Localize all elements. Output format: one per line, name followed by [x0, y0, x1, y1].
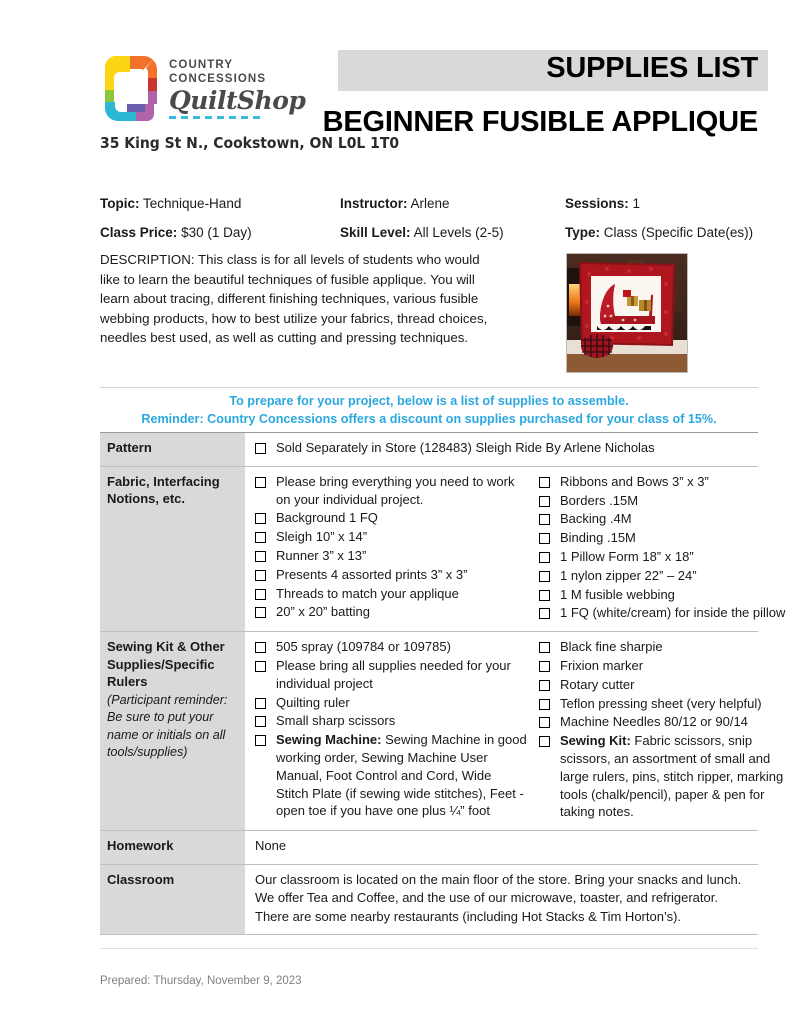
footer-prepared-date: Prepared: Thursday, November 9, 2023: [100, 975, 302, 987]
checklist-item-label: Ribbons and Bows 3” x 3”: [560, 473, 709, 489]
checklist-item[interactable]: [539, 529, 797, 547]
checklist-item-label: 1 nylon zipper 22” – 24”: [560, 567, 697, 583]
checklist-item-label: 1 Pillow Form 18” x 18”: [560, 548, 694, 564]
brand-line-1: COUNTRY: [169, 59, 234, 71]
checklist-item-label: [276, 712, 527, 730]
checkbox-icon[interactable]: [255, 570, 266, 581]
checkbox-icon[interactable]: [255, 716, 266, 727]
checklist-item-bold: Sewing Machine:: [276, 732, 382, 748]
checklist-item-bold: Sewing Kit:: [560, 733, 631, 749]
meta-sessions-label: Sessions:: [565, 196, 629, 211]
checklist-item[interactable]: [255, 603, 527, 621]
checklist-item-label: Backing .4M: [560, 511, 632, 527]
checkbox-icon[interactable]: [539, 642, 550, 653]
checkbox-icon[interactable]: [255, 735, 266, 746]
checklist-item[interactable]: [539, 492, 797, 510]
checklist-item-label: Runner 3” x 13”: [276, 547, 367, 563]
checklist-item-text: Sewing Machine in good working order, Sewing Machine User Manual, Foot Control and Cord, Wide Stitch Plate (if sewing wide stitches), Feet - open toe if you have one plus ¼” foot: [276, 732, 527, 819]
row-body-fabric: [245, 466, 786, 631]
checklist-item-label: Binding .15M: [560, 530, 636, 546]
document-header: [0, 0, 800, 190]
table-row-pattern: [100, 433, 758, 467]
checklist-item-label: Borders .15M: [560, 492, 639, 508]
checklist-item[interactable]: [255, 439, 754, 457]
checkbox-icon[interactable]: [255, 551, 266, 562]
checklist-item-label: Please bring everything you need to work on your individual project.: [276, 473, 515, 507]
checkbox-icon[interactable]: [255, 532, 266, 543]
meta-type: [565, 224, 760, 241]
row-body-sewing-kit: [245, 632, 784, 831]
meta-price: [100, 224, 340, 241]
brand-script-wordmark: QuiltShop: [169, 86, 306, 115]
checklist-item[interactable]: [255, 694, 527, 712]
meta-row-1: [100, 195, 760, 212]
checklist-item-text: Small sharp scissors: [276, 713, 396, 729]
checklist-item-label: [276, 694, 527, 712]
table-row-sewing-kit: [100, 632, 758, 831]
checklist-item-label: Sleigh 10” x 14”: [276, 529, 368, 545]
checklist-item-label: [560, 657, 797, 675]
checklist-item-text: Please bring all supplies needed for your individual project: [276, 657, 511, 691]
checklist-item[interactable]: [539, 510, 797, 528]
meta-type-label: Type:: [565, 225, 601, 240]
checklist-item[interactable]: [539, 567, 797, 585]
checklist-item[interactable]: [255, 638, 527, 656]
checklist-item-label: 20” x 20” batting: [276, 604, 370, 620]
checklist-item-label: Presents 4 assorted prints 3” x 3”: [276, 566, 468, 582]
class-description: DESCRIPTION: This class is for all levels of students who would like to learn the beautiful techniques of fusible applique. You will learn about tracing, different finishing techniques, various fusible webbing products, how to best utilize your fabrics, thread choices, needles best used, as well as cutting and pressing techniques.: [100, 252, 488, 345]
brand-line-2: CONCESSIONS: [169, 73, 267, 85]
sewing-column-right: [527, 638, 797, 822]
checklist-item-label: 1 FQ (white/cream) for inside the pillow: [560, 605, 786, 621]
meta-topic-label: Topic:: [100, 196, 140, 211]
checklist-item[interactable]: [255, 566, 527, 584]
checkbox-icon[interactable]: [539, 533, 550, 544]
checklist-item-label: Sold Separately in Store (128483) Sleigh Ride By Arlene Nicholas: [276, 440, 655, 455]
checkbox-icon[interactable]: [255, 607, 266, 618]
checklist-item-label: Background 1 FQ: [276, 510, 378, 526]
checkbox-icon[interactable]: [539, 552, 550, 563]
project-sample-image: [566, 253, 688, 373]
checklist-item[interactable]: [255, 528, 527, 546]
checklist-item-label: [560, 732, 797, 821]
checklist-item[interactable]: [539, 548, 797, 566]
row-label-sewing-kit-text: Sewing Kit & Other Supplies/Specific Rulers: [107, 639, 225, 690]
checklist-item-label: [560, 713, 797, 731]
table-row-classroom: [100, 864, 758, 935]
meta-skill: [340, 224, 565, 241]
checkbox-icon[interactable]: [255, 513, 266, 524]
table-row-fabric: [100, 466, 758, 631]
brand-address: 35 King St N., Cookstown, ON L0L 1T0: [100, 134, 400, 152]
checklist-item[interactable]: [539, 657, 797, 675]
checklist-item[interactable]: [255, 731, 527, 820]
checklist-item[interactable]: [255, 509, 527, 527]
meta-instructor-label: Instructor:: [340, 196, 408, 211]
checklist-item-label: [560, 695, 797, 713]
checklist-item[interactable]: [539, 473, 797, 491]
meta-sessions-value: 1: [632, 196, 641, 211]
checkbox-icon[interactable]: [255, 642, 266, 653]
checkbox-icon[interactable]: [539, 736, 550, 747]
brand-logo-block: [100, 52, 400, 152]
quilt-q-logo-icon: [100, 52, 162, 124]
supplies-notice: [100, 392, 758, 428]
checklist-item[interactable]: [539, 713, 797, 731]
row-label-fabric: Fabric, Interfacing Notions, etc.: [100, 466, 245, 631]
checkbox-icon[interactable]: [539, 717, 550, 728]
row-label-classroom: Classroom: [100, 864, 245, 935]
footer-divider: [100, 948, 758, 949]
supplies-table: [100, 432, 786, 935]
meta-price-label: Class Price:: [100, 225, 178, 240]
checklist-item[interactable]: [539, 695, 797, 713]
checklist-item[interactable]: [539, 732, 797, 821]
checkbox-icon[interactable]: [255, 443, 266, 454]
checkbox-icon[interactable]: [255, 698, 266, 709]
table-row-homework: [100, 831, 758, 865]
row-body-pattern: [245, 433, 758, 467]
checklist-item[interactable]: [255, 547, 527, 565]
checkbox-icon[interactable]: [539, 571, 550, 582]
checklist-item[interactable]: [539, 638, 797, 656]
checklist-item-text: Quilting ruler: [276, 694, 350, 710]
checklist-item-label: [276, 638, 527, 656]
meta-topic: [100, 195, 340, 212]
checklist-item-label: [276, 657, 527, 693]
checkbox-icon[interactable]: [539, 699, 550, 710]
meta-skill-value: All Levels (2-5): [413, 225, 504, 240]
checklist-item-label: Threads to match your applique: [276, 585, 459, 601]
row-label-pattern: Pattern: [100, 433, 245, 467]
checkbox-icon[interactable]: [539, 608, 550, 619]
notice-line-1: To prepare for your project, below is a list of supplies to assemble.: [229, 394, 629, 408]
checklist-item-text: Fabric scissors, snip scissors, an assortment of small and large rulers, pins, stitch ripper, marking tools (chalk/pencil), paper & pen for taking notes.: [560, 733, 784, 820]
checklist-item[interactable]: [255, 473, 527, 509]
class-meta-block: [100, 195, 760, 253]
checklist-item-label: [560, 676, 797, 694]
supplies-banner-title: SUPPLIES LIST: [546, 52, 758, 84]
checklist-item-label: 1 M fusible webbing: [560, 586, 675, 602]
notice-line-2: Reminder: Country Concessions offers a discount on supplies purchased for your class of 15%.: [141, 412, 717, 426]
meta-price-value: $30 (1 Day): [181, 225, 252, 240]
checklist-item[interactable]: [255, 657, 527, 693]
meta-instructor: [340, 195, 565, 212]
notice-divider: [100, 387, 758, 388]
checkbox-icon[interactable]: [255, 589, 266, 600]
checklist-item-text: Frixion marker: [560, 657, 644, 673]
checkbox-icon[interactable]: [539, 661, 550, 672]
checkbox-icon[interactable]: [539, 514, 550, 525]
meta-instructor-value: Arlene: [410, 196, 450, 211]
checklist-item-text: Rotary cutter: [560, 676, 635, 692]
meta-topic-value: Technique-Hand: [143, 196, 242, 211]
checkbox-icon[interactable]: [255, 477, 266, 488]
brand-dashed-rule: [169, 116, 261, 119]
checkbox-icon[interactable]: [255, 661, 266, 672]
fabric-column-right: [527, 473, 797, 623]
row-body-homework: None: [245, 831, 758, 865]
checklist-item-text: Teflon pressing sheet (very helpful): [560, 695, 762, 711]
meta-type-value: Class (Specific Date(es)): [603, 225, 754, 240]
checklist-item[interactable]: [539, 586, 797, 604]
checklist-item[interactable]: [255, 712, 527, 730]
checklist-item-label: [560, 638, 797, 656]
checklist-item-text: 505 spray (109784 or 109785): [276, 639, 451, 655]
checklist-item-text: Black fine sharpie: [560, 639, 663, 655]
checkbox-icon[interactable]: [539, 680, 550, 691]
checklist-item[interactable]: [539, 604, 797, 622]
checklist-item-text: Machine Needles 80/12 or 90/14: [560, 714, 748, 730]
checklist-item-label: [276, 731, 527, 820]
checkbox-icon[interactable]: [539, 496, 550, 507]
row-label-sewing-kit-note: (Participant reminder: Be sure to put your name or initials on all tools/supplies): [107, 692, 228, 760]
meta-sessions: [565, 195, 760, 212]
meta-row-2: [100, 224, 760, 241]
fabric-column-left: [255, 473, 527, 623]
checklist-item[interactable]: [539, 676, 797, 694]
meta-skill-label: Skill Level:: [340, 225, 411, 240]
class-title: BEGINNER FUSIBLE APPLIQUE: [322, 106, 758, 138]
checkbox-icon[interactable]: [539, 477, 550, 488]
sewing-column-left: [255, 638, 527, 822]
row-label-homework: Homework: [100, 831, 245, 865]
row-label-sewing-kit: [100, 632, 245, 831]
row-body-classroom: Our classroom is located on the main floor of the store. Bring your snacks and lunch. We offer Tea and Coffee, and the use of our microwave, toaster, and refrigerator. There are some nearby restaurants (including Hot Stacks & Tim Horton’s).: [245, 864, 758, 935]
checklist-item[interactable]: [255, 585, 527, 603]
checkbox-icon[interactable]: [539, 590, 550, 601]
